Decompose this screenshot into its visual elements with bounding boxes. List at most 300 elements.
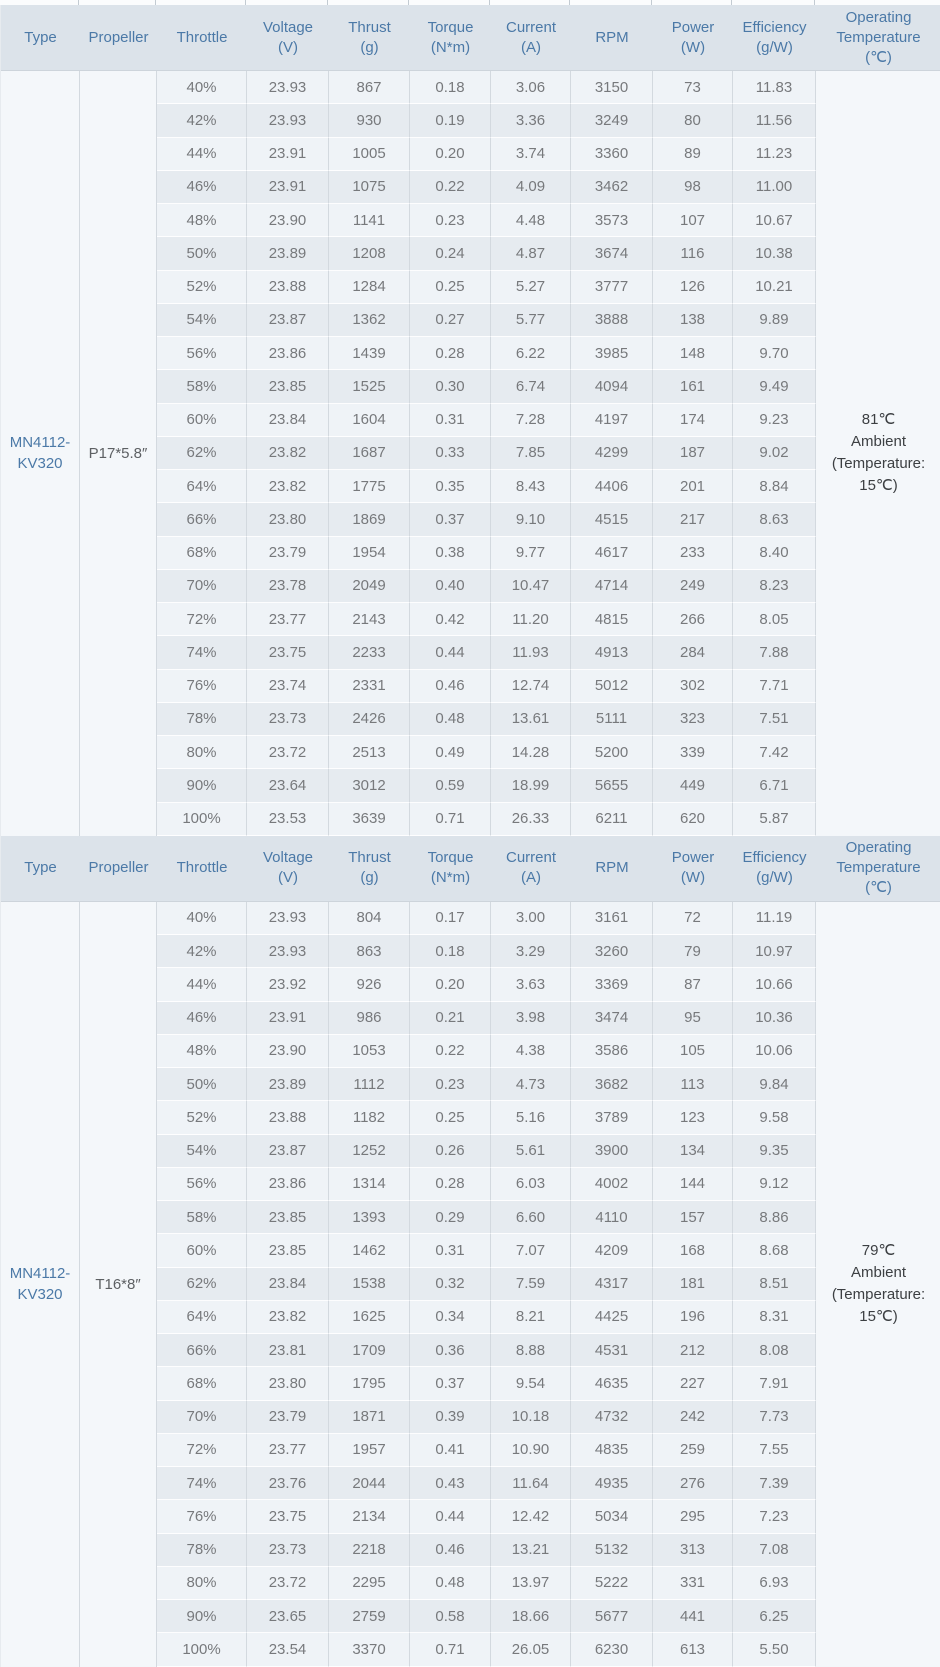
cell-current: 3.06 bbox=[491, 71, 571, 104]
cell-torque: 0.48 bbox=[410, 1567, 491, 1600]
cell-throttle: 100% bbox=[157, 803, 247, 836]
cell-power: 323 bbox=[653, 703, 733, 736]
cell-throttle: 90% bbox=[157, 769, 247, 802]
cell-current: 4.87 bbox=[491, 237, 571, 270]
cell-rpm: 4110 bbox=[571, 1201, 653, 1234]
cell-rpm: 4515 bbox=[571, 503, 653, 536]
header-cell-voltage: Voltage (V) bbox=[247, 836, 329, 902]
cell-power: 196 bbox=[653, 1301, 733, 1334]
cell-torque: 0.28 bbox=[410, 1168, 491, 1201]
cell-rpm: 4635 bbox=[571, 1367, 653, 1400]
cell-throttle: 64% bbox=[157, 470, 247, 503]
cell-rpm: 3360 bbox=[571, 138, 653, 171]
motor-spec-table-2 bbox=[0, 836, 940, 1667]
cell-efficiency: 7.39 bbox=[733, 1467, 816, 1500]
cell-current: 3.00 bbox=[491, 902, 571, 935]
cell-throttle: 70% bbox=[157, 570, 247, 603]
cell-torque: 0.27 bbox=[410, 304, 491, 337]
cell-torque: 0.20 bbox=[410, 138, 491, 171]
cell-thrust: 2759 bbox=[329, 1600, 410, 1633]
cell-thrust: 930 bbox=[329, 104, 410, 137]
cell-voltage: 23.91 bbox=[247, 138, 329, 171]
header-cell-efficiency: Efficiency (g/W) bbox=[733, 836, 816, 902]
temperature-line: Ambient bbox=[850, 1264, 907, 1282]
cell-voltage: 23.88 bbox=[247, 271, 329, 304]
cell-throttle: 46% bbox=[157, 171, 247, 204]
cell-current: 11.20 bbox=[491, 603, 571, 636]
cell-efficiency: 10.67 bbox=[733, 204, 816, 237]
header-cell-power: Power (W) bbox=[653, 836, 733, 902]
cell-power: 89 bbox=[653, 138, 733, 171]
cell-power: 331 bbox=[653, 1567, 733, 1600]
cell-efficiency: 7.71 bbox=[733, 670, 816, 703]
cell-torque: 0.44 bbox=[410, 1500, 491, 1533]
cell-current: 26.05 bbox=[491, 1633, 571, 1666]
cell-power: 613 bbox=[653, 1633, 733, 1666]
cell-efficiency: 10.21 bbox=[733, 271, 816, 304]
cell-rpm: 3789 bbox=[571, 1101, 653, 1134]
cell-power: 441 bbox=[653, 1600, 733, 1633]
cell-current: 9.77 bbox=[491, 537, 571, 570]
cell-voltage: 23.82 bbox=[247, 437, 329, 470]
propeller-cell: T16*8″ bbox=[80, 902, 157, 1667]
header-cell-type: Type bbox=[1, 836, 80, 902]
cell-voltage: 23.85 bbox=[247, 1234, 329, 1267]
header-cell-rpm: RPM bbox=[571, 836, 653, 902]
cell-torque: 0.49 bbox=[410, 736, 491, 769]
cell-voltage: 23.78 bbox=[247, 570, 329, 603]
cell-efficiency: 6.71 bbox=[733, 769, 816, 802]
cell-rpm: 4002 bbox=[571, 1168, 653, 1201]
cell-current: 5.16 bbox=[491, 1101, 571, 1134]
cell-power: 168 bbox=[653, 1234, 733, 1267]
cell-throttle: 40% bbox=[157, 902, 247, 935]
cell-current: 6.22 bbox=[491, 337, 571, 370]
cell-thrust: 1604 bbox=[329, 404, 410, 437]
cell-throttle: 48% bbox=[157, 204, 247, 237]
cell-current: 6.74 bbox=[491, 370, 571, 403]
cell-current: 6.60 bbox=[491, 1201, 571, 1234]
cell-current: 5.61 bbox=[491, 1135, 571, 1168]
cell-power: 201 bbox=[653, 470, 733, 503]
cell-power: 107 bbox=[653, 204, 733, 237]
cell-efficiency: 6.93 bbox=[733, 1567, 816, 1600]
header-cell-thrust: Thrust (g) bbox=[329, 836, 410, 902]
cell-torque: 0.35 bbox=[410, 470, 491, 503]
cell-voltage: 23.73 bbox=[247, 1534, 329, 1567]
cell-torque: 0.71 bbox=[410, 1633, 491, 1666]
cell-voltage: 23.87 bbox=[247, 1135, 329, 1168]
cell-voltage: 23.53 bbox=[247, 803, 329, 836]
header-cell-propeller: Propeller bbox=[80, 5, 157, 71]
cell-current: 7.85 bbox=[491, 437, 571, 470]
cell-current: 3.98 bbox=[491, 1002, 571, 1035]
cell-rpm: 4209 bbox=[571, 1234, 653, 1267]
cell-rpm: 4531 bbox=[571, 1334, 653, 1367]
cell-thrust: 2295 bbox=[329, 1567, 410, 1600]
cell-efficiency: 9.35 bbox=[733, 1135, 816, 1168]
cell-voltage: 23.84 bbox=[247, 1268, 329, 1301]
cell-current: 6.03 bbox=[491, 1168, 571, 1201]
cell-thrust: 1957 bbox=[329, 1434, 410, 1467]
cell-torque: 0.25 bbox=[410, 271, 491, 304]
cell-voltage: 23.64 bbox=[247, 769, 329, 802]
cell-efficiency: 8.40 bbox=[733, 537, 816, 570]
cell-rpm: 3777 bbox=[571, 271, 653, 304]
cell-current: 8.43 bbox=[491, 470, 571, 503]
cell-voltage: 23.88 bbox=[247, 1101, 329, 1134]
cell-throttle: 46% bbox=[157, 1002, 247, 1035]
cell-rpm: 4913 bbox=[571, 636, 653, 669]
cell-power: 105 bbox=[653, 1035, 733, 1068]
cell-thrust: 2233 bbox=[329, 636, 410, 669]
cell-power: 174 bbox=[653, 404, 733, 437]
cell-efficiency: 8.84 bbox=[733, 470, 816, 503]
cell-power: 187 bbox=[653, 437, 733, 470]
cell-torque: 0.43 bbox=[410, 1467, 491, 1500]
cell-thrust: 1393 bbox=[329, 1201, 410, 1234]
cell-throttle: 60% bbox=[157, 404, 247, 437]
cell-rpm: 3900 bbox=[571, 1135, 653, 1168]
cell-power: 113 bbox=[653, 1068, 733, 1101]
cell-torque: 0.23 bbox=[410, 204, 491, 237]
cell-voltage: 23.92 bbox=[247, 968, 329, 1001]
cell-power: 276 bbox=[653, 1467, 733, 1500]
cell-torque: 0.38 bbox=[410, 537, 491, 570]
cell-power: 148 bbox=[653, 337, 733, 370]
cell-rpm: 5677 bbox=[571, 1600, 653, 1633]
cell-power: 95 bbox=[653, 1002, 733, 1035]
cell-thrust: 1005 bbox=[329, 138, 410, 171]
cell-current: 11.93 bbox=[491, 636, 571, 669]
cell-voltage: 23.82 bbox=[247, 1301, 329, 1334]
cell-current: 18.66 bbox=[491, 1600, 571, 1633]
motor-spec-tables-container bbox=[0, 5, 940, 1667]
cell-efficiency: 5.50 bbox=[733, 1633, 816, 1666]
cell-power: 134 bbox=[653, 1135, 733, 1168]
cell-thrust: 2513 bbox=[329, 736, 410, 769]
cell-current: 13.97 bbox=[491, 1567, 571, 1600]
header-cell-torque: Torque (N*m) bbox=[410, 5, 491, 71]
cell-voltage: 23.73 bbox=[247, 703, 329, 736]
cell-thrust: 1053 bbox=[329, 1035, 410, 1068]
cell-torque: 0.39 bbox=[410, 1401, 491, 1434]
cell-torque: 0.37 bbox=[410, 1367, 491, 1400]
cell-current: 12.42 bbox=[491, 1500, 571, 1533]
cell-thrust: 1954 bbox=[329, 537, 410, 570]
cell-torque: 0.36 bbox=[410, 1334, 491, 1367]
cell-current: 4.38 bbox=[491, 1035, 571, 1068]
cell-torque: 0.46 bbox=[410, 670, 491, 703]
cell-torque: 0.17 bbox=[410, 902, 491, 935]
cell-voltage: 23.89 bbox=[247, 1068, 329, 1101]
cell-current: 13.21 bbox=[491, 1534, 571, 1567]
cell-power: 339 bbox=[653, 736, 733, 769]
cell-efficiency: 10.06 bbox=[733, 1035, 816, 1068]
header-cell-thrust: Thrust (g) bbox=[329, 5, 410, 71]
cell-power: 72 bbox=[653, 902, 733, 935]
cell-rpm: 3985 bbox=[571, 337, 653, 370]
cell-current: 7.28 bbox=[491, 404, 571, 437]
cell-thrust: 1687 bbox=[329, 437, 410, 470]
header-cell-efficiency: Efficiency (g/W) bbox=[733, 5, 816, 71]
cell-voltage: 23.93 bbox=[247, 71, 329, 104]
cell-torque: 0.18 bbox=[410, 935, 491, 968]
cell-voltage: 23.86 bbox=[247, 337, 329, 370]
cell-throttle: 58% bbox=[157, 370, 247, 403]
cell-power: 116 bbox=[653, 237, 733, 270]
cell-current: 5.77 bbox=[491, 304, 571, 337]
cell-power: 249 bbox=[653, 570, 733, 603]
cell-voltage: 23.93 bbox=[247, 935, 329, 968]
temperature-line: 79℃ bbox=[861, 1242, 896, 1260]
cell-rpm: 3586 bbox=[571, 1035, 653, 1068]
cell-throttle: 52% bbox=[157, 1101, 247, 1134]
cell-power: 242 bbox=[653, 1401, 733, 1434]
cell-thrust: 1869 bbox=[329, 503, 410, 536]
type-cell: MN4112-KV320 bbox=[1, 902, 80, 1667]
cell-rpm: 3369 bbox=[571, 968, 653, 1001]
cell-current: 14.28 bbox=[491, 736, 571, 769]
cell-power: 266 bbox=[653, 603, 733, 636]
cell-torque: 0.23 bbox=[410, 1068, 491, 1101]
cell-torque: 0.44 bbox=[410, 636, 491, 669]
cell-rpm: 4094 bbox=[571, 370, 653, 403]
cell-torque: 0.24 bbox=[410, 237, 491, 270]
cell-thrust: 1314 bbox=[329, 1168, 410, 1201]
cell-current: 13.61 bbox=[491, 703, 571, 736]
cell-efficiency: 11.83 bbox=[733, 71, 816, 104]
cell-voltage: 23.93 bbox=[247, 104, 329, 137]
cell-torque: 0.20 bbox=[410, 968, 491, 1001]
cell-power: 161 bbox=[653, 370, 733, 403]
cell-power: 157 bbox=[653, 1201, 733, 1234]
cell-voltage: 23.76 bbox=[247, 1467, 329, 1500]
cell-throttle: 48% bbox=[157, 1035, 247, 1068]
cell-power: 295 bbox=[653, 1500, 733, 1533]
cell-voltage: 23.90 bbox=[247, 1035, 329, 1068]
cell-voltage: 23.54 bbox=[247, 1633, 329, 1666]
cell-torque: 0.37 bbox=[410, 503, 491, 536]
cell-torque: 0.22 bbox=[410, 1035, 491, 1068]
cell-throttle: 62% bbox=[157, 1268, 247, 1301]
cell-rpm: 4732 bbox=[571, 1401, 653, 1434]
cell-power: 98 bbox=[653, 171, 733, 204]
cell-torque: 0.41 bbox=[410, 1434, 491, 1467]
cell-throttle: 66% bbox=[157, 503, 247, 536]
cell-throttle: 52% bbox=[157, 271, 247, 304]
cell-efficiency: 8.63 bbox=[733, 503, 816, 536]
cell-torque: 0.22 bbox=[410, 171, 491, 204]
cell-throttle: 44% bbox=[157, 138, 247, 171]
cell-efficiency: 9.89 bbox=[733, 304, 816, 337]
cell-efficiency: 8.05 bbox=[733, 603, 816, 636]
cell-voltage: 23.84 bbox=[247, 404, 329, 437]
cell-efficiency: 10.97 bbox=[733, 935, 816, 968]
cell-thrust: 2143 bbox=[329, 603, 410, 636]
cell-rpm: 3150 bbox=[571, 71, 653, 104]
cell-rpm: 5111 bbox=[571, 703, 653, 736]
cell-thrust: 804 bbox=[329, 902, 410, 935]
temperature-line: (Temperature: bbox=[831, 1286, 926, 1304]
cell-thrust: 1182 bbox=[329, 1101, 410, 1134]
cell-throttle: 50% bbox=[157, 1068, 247, 1101]
motor-spec-table-1 bbox=[0, 5, 940, 836]
cell-torque: 0.33 bbox=[410, 437, 491, 470]
cell-thrust: 986 bbox=[329, 1002, 410, 1035]
cell-efficiency: 6.25 bbox=[733, 1600, 816, 1633]
cell-torque: 0.48 bbox=[410, 703, 491, 736]
cell-efficiency: 9.84 bbox=[733, 1068, 816, 1101]
cell-thrust: 1462 bbox=[329, 1234, 410, 1267]
cell-efficiency: 8.31 bbox=[733, 1301, 816, 1334]
cell-throttle: 42% bbox=[157, 935, 247, 968]
cell-power: 80 bbox=[653, 104, 733, 137]
cell-throttle: 72% bbox=[157, 603, 247, 636]
cell-power: 313 bbox=[653, 1534, 733, 1567]
header-cell-propeller: Propeller bbox=[80, 836, 157, 902]
temperature-line: 81℃ bbox=[861, 411, 896, 429]
header-cell-temperature: Operating Temperature (℃) bbox=[816, 5, 940, 71]
cell-current: 10.18 bbox=[491, 1401, 571, 1434]
cell-power: 73 bbox=[653, 71, 733, 104]
cell-voltage: 23.91 bbox=[247, 1002, 329, 1035]
cell-efficiency: 7.55 bbox=[733, 1434, 816, 1467]
cell-torque: 0.28 bbox=[410, 337, 491, 370]
cell-efficiency: 7.08 bbox=[733, 1534, 816, 1567]
cell-throttle: 74% bbox=[157, 1467, 247, 1500]
cell-rpm: 5222 bbox=[571, 1567, 653, 1600]
cell-current: 3.74 bbox=[491, 138, 571, 171]
cell-thrust: 2049 bbox=[329, 570, 410, 603]
cell-throttle: 44% bbox=[157, 968, 247, 1001]
cell-voltage: 23.77 bbox=[247, 1434, 329, 1467]
cell-torque: 0.58 bbox=[410, 1600, 491, 1633]
cell-rpm: 5200 bbox=[571, 736, 653, 769]
cell-power: 449 bbox=[653, 769, 733, 802]
cell-thrust: 2426 bbox=[329, 703, 410, 736]
cell-torque: 0.71 bbox=[410, 803, 491, 836]
cell-thrust: 1709 bbox=[329, 1334, 410, 1367]
type-cell: MN4112-KV320 bbox=[1, 71, 80, 836]
cell-throttle: 74% bbox=[157, 636, 247, 669]
cell-power: 144 bbox=[653, 1168, 733, 1201]
cell-rpm: 5012 bbox=[571, 670, 653, 703]
cell-rpm: 5132 bbox=[571, 1534, 653, 1567]
cell-efficiency: 8.51 bbox=[733, 1268, 816, 1301]
cell-efficiency: 11.00 bbox=[733, 171, 816, 204]
cell-throttle: 68% bbox=[157, 537, 247, 570]
cell-thrust: 2331 bbox=[329, 670, 410, 703]
cell-power: 79 bbox=[653, 935, 733, 968]
cell-rpm: 4714 bbox=[571, 570, 653, 603]
cell-voltage: 23.85 bbox=[247, 370, 329, 403]
cell-throttle: 90% bbox=[157, 1600, 247, 1633]
cell-voltage: 23.65 bbox=[247, 1600, 329, 1633]
cell-power: 227 bbox=[653, 1367, 733, 1400]
cell-voltage: 23.75 bbox=[247, 636, 329, 669]
cell-voltage: 23.81 bbox=[247, 1334, 329, 1367]
cell-voltage: 23.89 bbox=[247, 237, 329, 270]
cell-throttle: 100% bbox=[157, 1633, 247, 1666]
cell-current: 10.47 bbox=[491, 570, 571, 603]
cell-voltage: 23.86 bbox=[247, 1168, 329, 1201]
cell-power: 87 bbox=[653, 968, 733, 1001]
cell-current: 9.10 bbox=[491, 503, 571, 536]
cell-thrust: 2218 bbox=[329, 1534, 410, 1567]
cell-current: 7.07 bbox=[491, 1234, 571, 1267]
cell-current: 4.48 bbox=[491, 204, 571, 237]
cell-voltage: 23.93 bbox=[247, 902, 329, 935]
cell-torque: 0.29 bbox=[410, 1201, 491, 1234]
cell-voltage: 23.90 bbox=[247, 204, 329, 237]
cell-efficiency: 7.23 bbox=[733, 1500, 816, 1533]
cell-rpm: 3161 bbox=[571, 902, 653, 935]
cell-throttle: 62% bbox=[157, 437, 247, 470]
cell-voltage: 23.75 bbox=[247, 1500, 329, 1533]
cell-voltage: 23.72 bbox=[247, 1567, 329, 1600]
cell-thrust: 1112 bbox=[329, 1068, 410, 1101]
cell-current: 8.88 bbox=[491, 1334, 571, 1367]
cell-current: 3.36 bbox=[491, 104, 571, 137]
cell-power: 181 bbox=[653, 1268, 733, 1301]
cell-efficiency: 9.23 bbox=[733, 404, 816, 437]
temperature-line: (Temperature: bbox=[831, 455, 926, 473]
cell-efficiency: 11.19 bbox=[733, 902, 816, 935]
header-cell-current: Current (A) bbox=[491, 836, 571, 902]
temperature-cell bbox=[816, 71, 940, 836]
cell-torque: 0.26 bbox=[410, 1135, 491, 1168]
cell-rpm: 4835 bbox=[571, 1434, 653, 1467]
cell-rpm: 3888 bbox=[571, 304, 653, 337]
cell-torque: 0.18 bbox=[410, 71, 491, 104]
cell-thrust: 1208 bbox=[329, 237, 410, 270]
cell-torque: 0.25 bbox=[410, 1101, 491, 1134]
cell-power: 233 bbox=[653, 537, 733, 570]
cell-voltage: 23.85 bbox=[247, 1201, 329, 1234]
cell-thrust: 3639 bbox=[329, 803, 410, 836]
cell-throttle: 60% bbox=[157, 1234, 247, 1267]
header-cell-throttle: Throttle bbox=[157, 836, 247, 902]
cell-thrust: 1795 bbox=[329, 1367, 410, 1400]
cell-current: 3.63 bbox=[491, 968, 571, 1001]
cell-power: 302 bbox=[653, 670, 733, 703]
cell-throttle: 58% bbox=[157, 1201, 247, 1234]
cell-power: 620 bbox=[653, 803, 733, 836]
cell-current: 3.29 bbox=[491, 935, 571, 968]
cell-efficiency: 9.70 bbox=[733, 337, 816, 370]
cell-throttle: 50% bbox=[157, 237, 247, 270]
header-cell-power: Power (W) bbox=[653, 5, 733, 71]
cell-thrust: 1538 bbox=[329, 1268, 410, 1301]
propeller-cell: P17*5.8″ bbox=[80, 71, 157, 836]
cell-efficiency: 10.66 bbox=[733, 968, 816, 1001]
cell-torque: 0.42 bbox=[410, 603, 491, 636]
cell-efficiency: 7.42 bbox=[733, 736, 816, 769]
cell-efficiency: 7.88 bbox=[733, 636, 816, 669]
cell-current: 11.64 bbox=[491, 1467, 571, 1500]
cell-thrust: 3012 bbox=[329, 769, 410, 802]
cell-throttle: 78% bbox=[157, 1534, 247, 1567]
cell-rpm: 3260 bbox=[571, 935, 653, 968]
cell-efficiency: 7.51 bbox=[733, 703, 816, 736]
cell-throttle: 72% bbox=[157, 1434, 247, 1467]
cell-rpm: 4815 bbox=[571, 603, 653, 636]
cell-torque: 0.46 bbox=[410, 1534, 491, 1567]
cell-thrust: 867 bbox=[329, 71, 410, 104]
cell-torque: 0.34 bbox=[410, 1301, 491, 1334]
cell-power: 126 bbox=[653, 271, 733, 304]
